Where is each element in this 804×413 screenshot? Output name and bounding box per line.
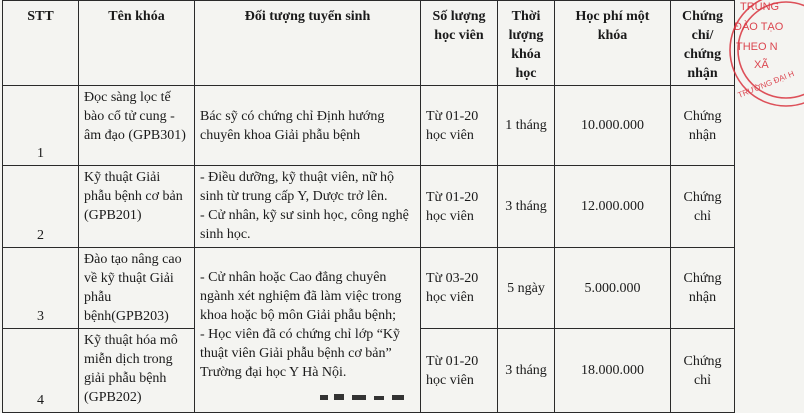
row-duration: 1 tháng (498, 86, 555, 166)
row-fee: 18.000.000 (555, 329, 671, 413)
table-row (3, 248, 735, 329)
row-duration: 5 ngày (498, 248, 555, 329)
row-students: Từ 01-20 học viên (421, 166, 498, 248)
cut-off-glyph (374, 396, 384, 400)
row-fee: 12.000.000 (555, 166, 671, 248)
row-course-name: Đào tạo nâng cao về kỹ thuật Giải phẫu bệnh(GPB203) (79, 248, 195, 329)
table-row (3, 86, 735, 166)
row-certificate: Chứng chỉ (671, 329, 735, 413)
row-stt: 3 (3, 248, 79, 329)
target-line: - Điều dưỡng, kỹ thuật viên, nữ hộ sinh từ trung cấp Y, Dược trở lên. (200, 170, 395, 204)
header-duration: Thời lượng khóa học (498, 1, 555, 86)
row-course-name: Kỹ thuật hóa mô miễn dịch trong giải phẫu bệnh (GPB202) (79, 329, 195, 413)
row-stt: 4 (3, 329, 79, 413)
row-stt: 1 (3, 86, 79, 166)
row-certificate: Chứng nhận (671, 86, 735, 166)
target-line: - Học viên đã có chứng chỉ lớp “Kỹ thuật viên Giải phẫu bệnh cơ bản” Trường đại học Y Hà Nội. (200, 327, 401, 380)
stamp-outer-ring (730, 0, 804, 106)
stamp-ring-text: TRƯỜNG ĐẠI H (736, 69, 796, 100)
table-row (3, 166, 735, 248)
row-students: Từ 01-20 học viên (421, 329, 498, 413)
stamp-line: ĐÀO TẠO (734, 21, 784, 33)
header-stt: STT (3, 1, 79, 86)
cut-off-text-fragment (300, 388, 460, 400)
target-line: - Cử nhân, kỹ sư sinh học, công nghệ sinh học. (200, 208, 409, 242)
cut-off-glyph (320, 395, 328, 400)
cut-off-glyph (392, 395, 404, 400)
stamp-line: TRUNG (740, 1, 780, 13)
official-stamp (724, 0, 804, 110)
header-course-name: Tên khóa (79, 1, 195, 86)
cut-off-glyph (334, 394, 344, 400)
target-line: - Cử nhân hoặc Cao đẳng chuyên ngành xét nghiệm đã làm việc trong khoa hoặc bộ môn Giải phẫu bệnh; (200, 270, 402, 323)
row-target (195, 166, 421, 248)
row-duration: 3 tháng (498, 166, 555, 248)
row-students: Từ 03-20 học viên (421, 248, 498, 329)
row-course-name: Kỹ thuật Giải phẫu bệnh cơ bản (GPB201) (79, 166, 195, 248)
row-fee: 10.000.000 (555, 86, 671, 166)
header-certificate: Chứng chỉ/ chứng nhận (671, 1, 735, 86)
row-certificate: Chứng nhận (671, 248, 735, 329)
header-target: Đối tượng tuyển sinh (195, 1, 421, 86)
cut-off-glyph (352, 395, 366, 400)
row-course-name: Đọc sàng lọc tế bào cổ tử cung - âm đạo (GPB301) (79, 86, 195, 166)
header-fee: Học phí một khóa (555, 1, 671, 86)
stamp-line: XÃ (754, 59, 769, 71)
row-target: Bác sỹ có chứng chỉ Định hướng chuyên khoa Giải phẫu bệnh (195, 86, 421, 166)
course-fee-table (2, 0, 735, 413)
header-students: Số lượng học viên (421, 1, 498, 86)
table-header-row (3, 1, 735, 86)
row-students: Từ 01-20 học viên (421, 86, 498, 166)
row-duration: 3 tháng (498, 329, 555, 413)
row-stt: 2 (3, 166, 79, 248)
stamp-inner-ring (738, 2, 804, 98)
stamp-line: THEO N (736, 41, 778, 53)
row-fee: 5.000.000 (555, 248, 671, 329)
row-certificate: Chứng chỉ (671, 166, 735, 248)
